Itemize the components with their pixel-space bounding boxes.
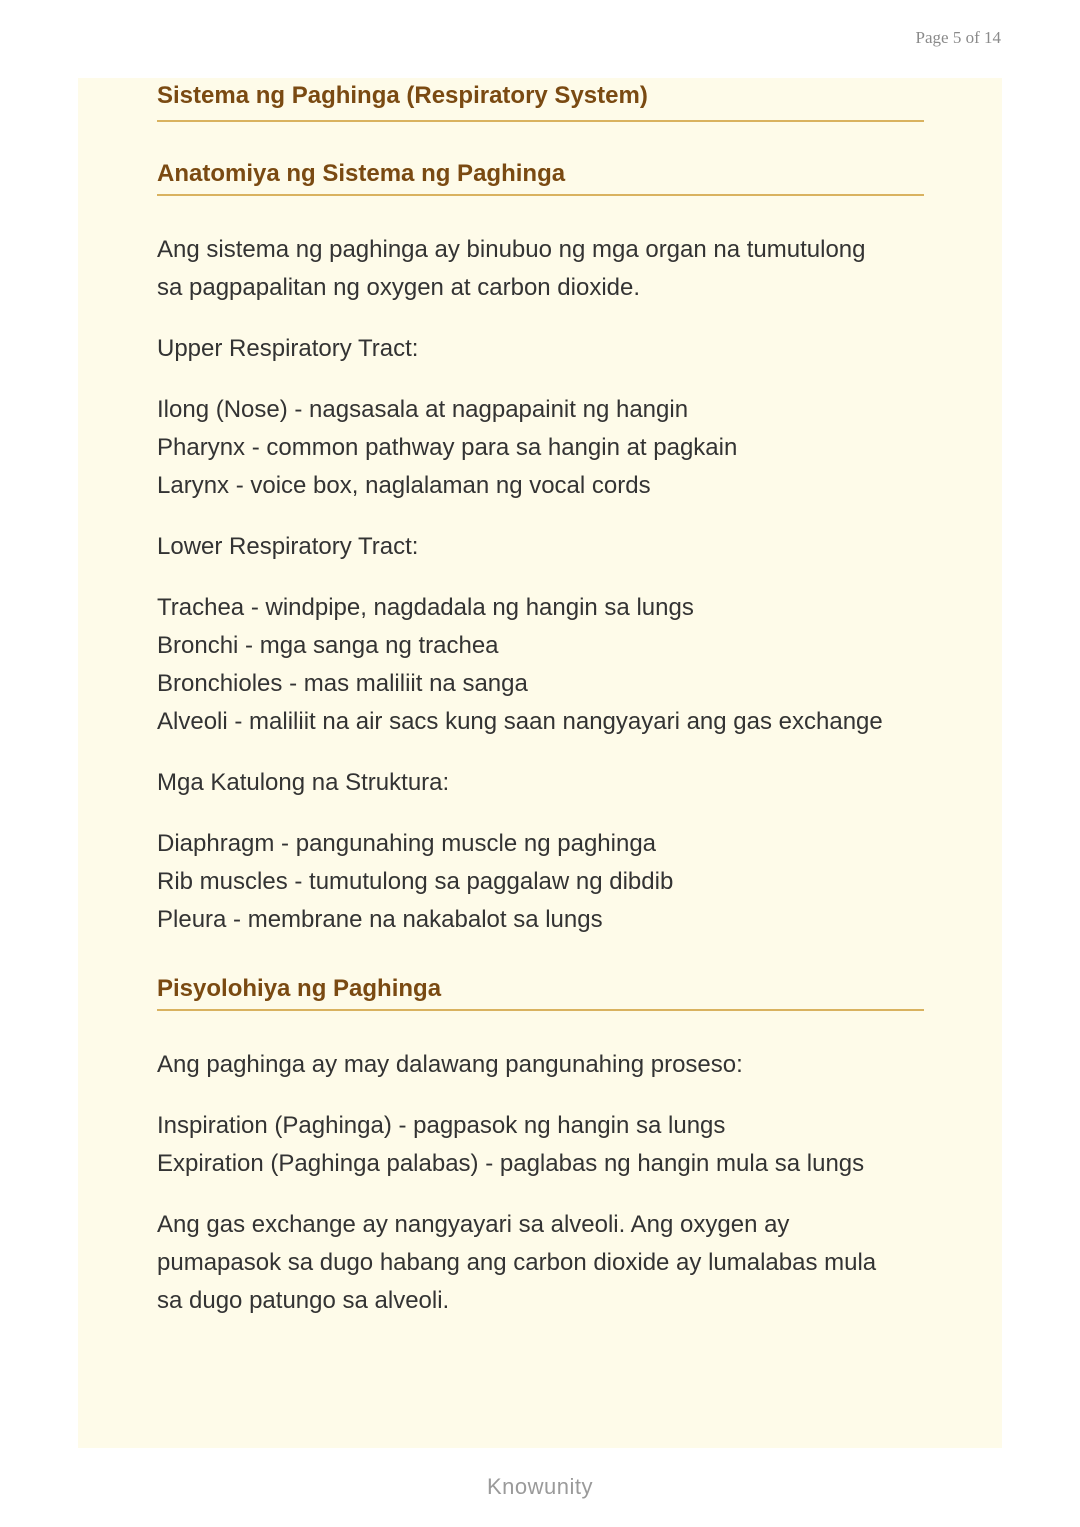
list-item: Ilong (Nose) - nagsasala at nagpapainit ng hangin [157, 396, 689, 423]
page-number: Page 5 of 14 [915, 28, 1001, 47]
page-title: Sistema ng Paghinga (Respiratory System) [157, 82, 648, 109]
title-divider [157, 120, 924, 122]
physiology-divider [157, 1009, 924, 1011]
lower-tract-list [157, 589, 925, 741]
list-item: Expiration (Paghinga palabas) - paglabas ng hangin mula sa lungs [157, 1150, 865, 1177]
list-item: Larynx - voice box, naglalaman ng vocal cords [157, 472, 651, 499]
physiology-intro: Ang paghinga ay may dalawang pangunahing proseso: [157, 1051, 743, 1078]
anatomy-divider [157, 194, 924, 196]
list-item: Diaphragm - pangunahing muscle ng paghinga [157, 830, 657, 857]
list-item: Rib muscles - tumutulong sa paggalaw ng dibdib [157, 868, 674, 895]
physiology-heading: Pisyolohiya ng Paghinga [157, 975, 442, 1002]
paragraph-line: sa dugo patungo sa alveoli. [157, 1287, 450, 1314]
anatomy-intro-line: sa pagpapalitan ng oxygen at carbon dioxide. [157, 274, 641, 301]
support-structures-list [157, 825, 925, 939]
list-item: Inspiration (Paghinga) - pagpasok ng hangin sa lungs [157, 1112, 726, 1139]
list-item: Trachea - windpipe, nagdadala ng hangin sa lungs [157, 594, 694, 621]
footer-brand: Knowunity [486, 1474, 593, 1499]
upper-tract-list [157, 391, 925, 505]
paragraph-line: pumapasok sa dugo habang ang carbon dioxide ay lumalabas mula [157, 1249, 877, 1276]
note-card [78, 78, 1002, 1448]
list-item: Bronchi - mga sanga ng trachea [157, 632, 499, 659]
gas-exchange-paragraph [157, 1206, 925, 1320]
list-item: Alveoli - maliliit na air sacs kung saan nangyayari ang gas exchange [157, 708, 883, 735]
list-item: Pharynx - common pathway para sa hangin at pagkain [157, 434, 738, 461]
upper-tract-label: Upper Respiratory Tract: [157, 335, 419, 362]
support-structures-label: Mga Katulong na Struktura: [157, 769, 450, 796]
anatomy-heading: Anatomiya ng Sistema ng Paghinga [157, 160, 566, 187]
list-item: Pleura - membrane na nakabalot sa lungs [157, 906, 603, 933]
anatomy-intro [157, 231, 925, 307]
anatomy-intro-line: Ang sistema ng paghinga ay binubuo ng mga organ na tumutulong [157, 236, 866, 263]
process-list [157, 1107, 925, 1183]
list-item: Bronchioles - mas maliliit na sanga [157, 670, 528, 697]
lower-tract-label: Lower Respiratory Tract: [157, 533, 419, 560]
paragraph-line: Ang gas exchange ay nangyayari sa alveoli. Ang oxygen ay [157, 1211, 790, 1238]
note-content [157, 78, 925, 1320]
